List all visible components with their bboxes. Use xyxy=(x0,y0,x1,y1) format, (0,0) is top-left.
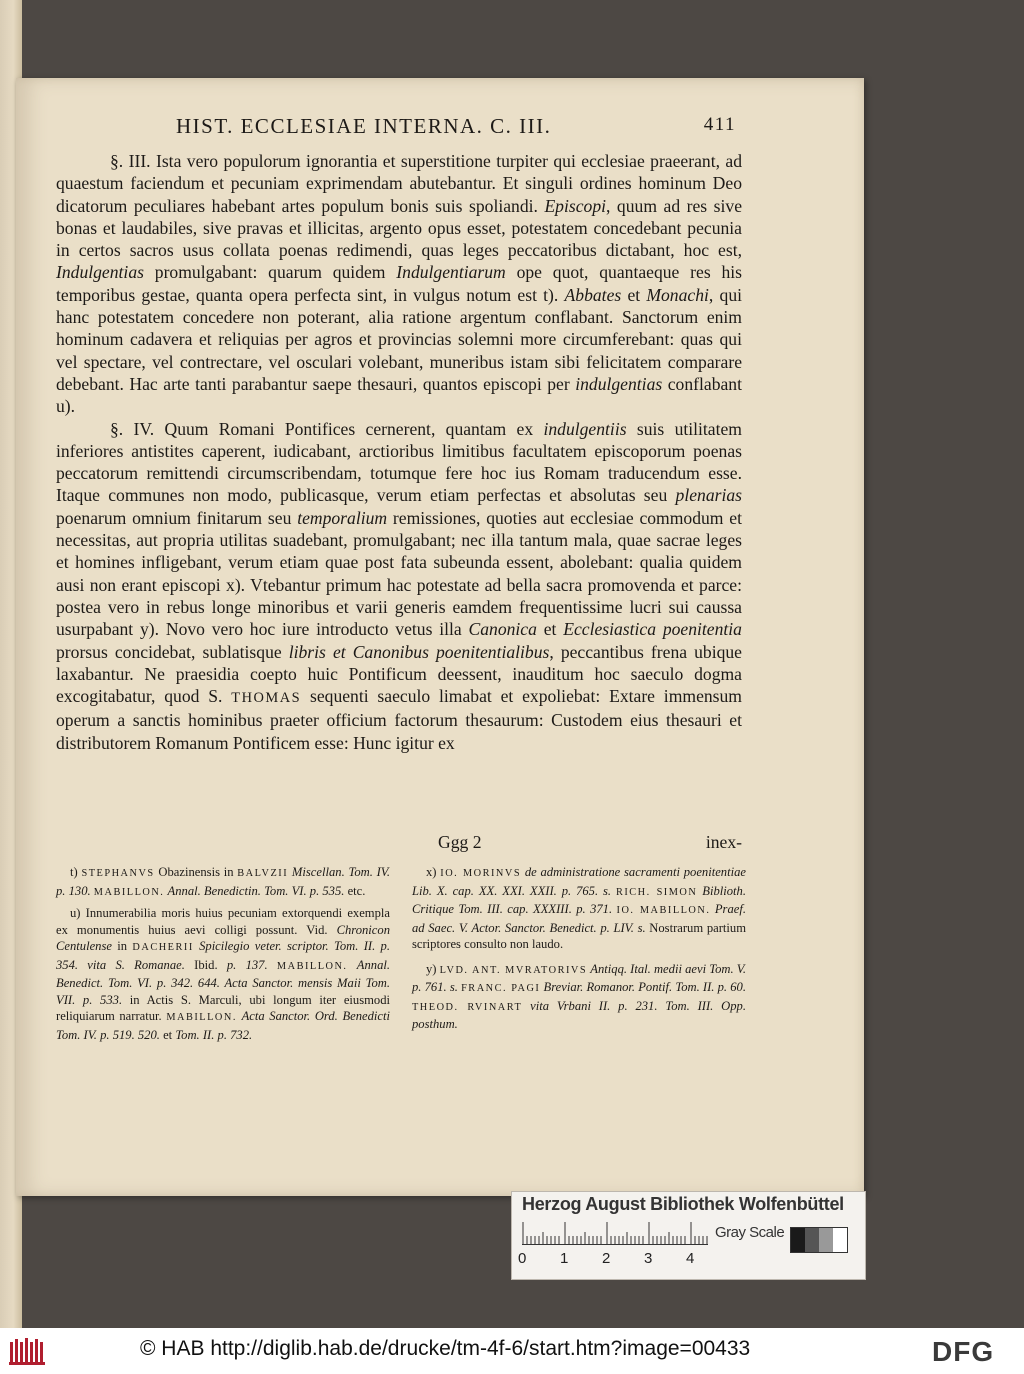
paragraph-section-4: §. IV. Quum Romani Pontifices cernerent, quantam ex indulgentiis suis utilitatem inferiores antistites caperent, iudicabant, arctioribus limitibus facultatem episcoporum poenas peccatorum remittendi circumscribendam, totumque fere hoc ius Romam traducendum esse. Itaque communes non modo, publicasque, verum etiam perfectas et absolutas seu plenarias poenarum omnium finitarum seu temporalium remissiones, quoties aut ecclesiae commodum et necessitas, aut propria utilitas suadebant, promulgabant; nec illa tantum mala, quae sacrae leges et homines infligebant, verum etiam quae post fata subeunda essent, abolebant: qualia quidem ausi non erant episcopi x). Vtebantur primum hac potestate ad bella sacra promovenda et parce: postea vero in rebus longe minoribus et varii generis eamdem frequentissime lucri sui caussa usurpabant y). Novo vero hoc iure introducto vetus illa Canonica et Ecclesiastica poenitentia prorsus concidebat, sublatisque libris et Canonibus poenitentialibus, peccantibus frena ubique laxabantur. Ne praesidia coepto huic Pontificum deessent, inauditum hoc saeculo dogma excogitabatur, quod S. THOMAS sequenti saeculo limabat et expoliebat: Extare immensum operum a sanctis hominibus praeter officium factorum thesaurum: Custodem eius thesauri et distributorem Romanum Pontificem esse: Hunc igitur ex xyxy=(56,418,743,753)
dfg-logo: DFG xyxy=(932,1336,995,1367)
footnote-ref: t). xyxy=(543,284,559,305)
book-page xyxy=(16,78,864,1196)
signature-mark: Ggg 2 xyxy=(438,832,482,852)
ruler-ticks xyxy=(522,1222,708,1244)
running-title: HIST. ECCLESIAE INTERNA. C. III. xyxy=(176,114,552,138)
gray-scale-swatch xyxy=(790,1227,848,1253)
gray-scale-label: Gray Scale xyxy=(715,1224,785,1241)
library-logo-icon xyxy=(8,1336,48,1366)
ruler-numbers: 0 1 2 3 4 xyxy=(518,1250,695,1267)
signature-line xyxy=(56,832,742,854)
footnote-u: u) Innumerabilia moris huius pecuniam extorquendi exempla ex monumentis huius aevi colligi possunt. Vid. Chronicon Centulense in DACHERII Spicilegio veter. scriptor. Tom. II. p. 354. vita S. Romanae. Ibid. p. 137. MABILLON. Annal. Benedict. Tom. VI. p. 342. 644. Acta Sanctor. mensis Maii Tom. VII. p. 533. in Actis S. Marculi, ubi longum iter eiusmodi reliquiarum narratur. MABILLON. Acta Sanctor. Ord. Benedicti Tom. IV. p. 519. 520. et Tom. II. p. 732. xyxy=(56,906,391,1042)
footnote-ref: y). xyxy=(140,619,160,640)
paragraph-section-3: §. III. Ista vero populorum ignorantia et superstitione turpiter qui ecclesiae praeerant, ad quaestum faciendum et pecuniam exprimendam abutebantur. Et singuli ordines hominum Deo dicatorum peculiares habebant artes populum bonis suis spoliandi. Episcopi, quum ad res sive bonas et laudabiles, sive pravas et illicitas, argento opus esset, potestatem concedebant pecunia in certos sacros usus collata poenas redimendi, quas leges peccatoribus dictabant, hoc est, Indulgentias promulgabant: quarum quidem Indulgentiarum ope quot, quantaeque res his temporibus gestae, quanta opera perfecta sint, in vulgus notum est t). Abbates et Monachi, qui hanc potestatem concedere non poterant, alia ratione argentum conflabant. Sanctorum enim hominum cadavera et reliquias per agros et provincias solemni more circumferebant: quas qui vel spectare, vel contrectare, vel osculari volebant, muneribus istam sibi felicitatem comparare debebant. Hac arte tanti parabantur saepe thesauri, quantos episcopi per indulgentias conflabant u). xyxy=(56,151,743,417)
footnote-ref: x). xyxy=(226,574,246,595)
catchword: inex- xyxy=(705,832,742,852)
page-number: 411 xyxy=(703,114,736,135)
copyright-url[interactable]: © HAB http://diglib.hab.de/drucke/tm-4f-6/start.htm?image=00433 xyxy=(140,1337,751,1360)
footnote-x: x) IO. MORINVS de administratione sacramenti poenitentiae Lib. X. cap. XX. XXI. XXII. p. 765. s. RICH. SIMON Biblioth. Critique Tom. III. cap. XXXIII. p. 371. IO. MABILLON. Praef. ad Saec. V. Actor. Sanctor. Benedict. p. LIV. s. Nostrarum partium scriptores consulto non laudo. xyxy=(412,865,746,951)
library-name: Herzog August Bibliothek Wolfenbüttel xyxy=(522,1194,844,1214)
color-target-card xyxy=(511,1191,866,1280)
footnote-t: t) STEPHANVS Obazinensis in BALVZII Miscellan. Tom. IV. p. 130. MABILLON. Annal. Benedictin. Tom. VI. p. 535. etc. xyxy=(56,865,391,898)
body-text xyxy=(56,150,742,754)
footnote-ref: u). xyxy=(56,396,76,417)
scale-ruler xyxy=(522,1222,708,1245)
footnotes-left-column xyxy=(56,864,390,1047)
footer-bar xyxy=(0,1328,1024,1374)
footnote-y: y) LVD. ANT. MVRATORIVS Antiqq. Ital. medii aevi Tom. V. p. 761. s. FRANC. PAGI Breviar. Romanor. Pontif. Tom. II. p. 60. THEOD. RVINART vita Vrbani II. p. 231. Tom. III. Opp. posthum. xyxy=(412,961,746,1031)
page-header xyxy=(176,114,736,144)
footnotes-right-column xyxy=(412,864,746,1037)
